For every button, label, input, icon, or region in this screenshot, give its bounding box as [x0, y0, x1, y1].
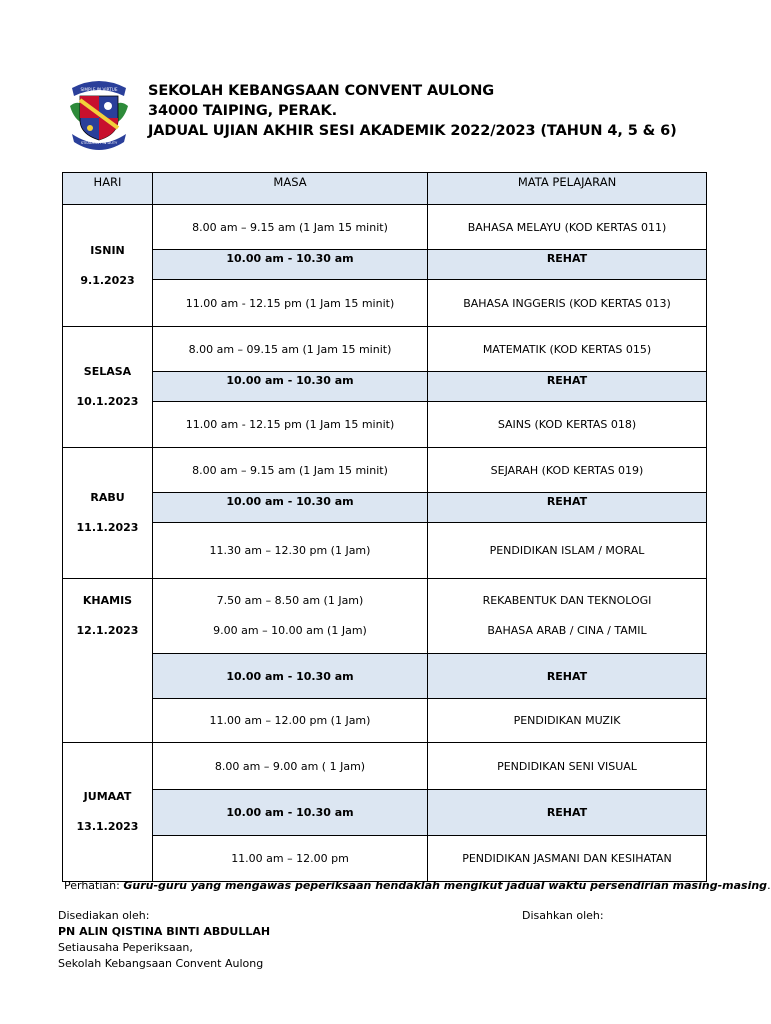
day-cell-khamis	[63, 579, 153, 743]
time-cell: 11.00 am - 12.15 pm (1 Jam 15 minit)	[153, 280, 428, 327]
time-cell: 10.00 am - 10.30 am	[153, 654, 428, 699]
time-cell: 11.30 am – 12.30 pm (1 Jam)	[153, 523, 428, 579]
subject-cell: MATEMATIK (KOD KERTAS 015)	[428, 327, 707, 372]
subject-cell	[428, 579, 707, 654]
table-row	[63, 280, 707, 327]
time-cell: 8.00 am – 9.15 am (1 Jam 15 minit)	[153, 205, 428, 250]
day-date: 9.1.2023	[80, 273, 135, 287]
time-cell: 10.00 am - 10.30 am	[153, 493, 428, 523]
subject-cell: SAINS (KOD KERTAS 018)	[428, 402, 707, 448]
subject-cell: PENDIDIKAN JASMANI DAN KESIHATAN	[428, 836, 707, 882]
table-row	[63, 402, 707, 448]
day-name: KHAMIS	[82, 594, 133, 607]
day-name: JUMAAT	[83, 790, 132, 803]
document-header	[148, 81, 677, 141]
time-cell: 10.00 am - 10.30 am	[153, 372, 428, 402]
crest-bottom-ribbon-text: STEADFAST IN DUTY	[80, 141, 118, 145]
approved-by-block	[522, 908, 604, 924]
subject-cell: SEJARAH (KOD KERTAS 019)	[428, 448, 707, 493]
note-label: Perhatian:	[64, 879, 124, 892]
subject-cell: REHAT	[428, 654, 707, 699]
table-row-rehat	[63, 493, 707, 523]
subject-cell: PENDIDIKAN MUZIK	[428, 699, 707, 743]
subject-cell: REHAT	[428, 493, 707, 523]
column-header-masa: MASA	[153, 173, 428, 205]
note-end: .	[767, 879, 771, 892]
prepared-role: Setiausaha Peperiksaan,	[58, 941, 193, 954]
note-perhatian	[64, 879, 771, 892]
day-name: RABU	[90, 491, 125, 504]
table-row	[63, 448, 707, 493]
table-header-row	[63, 173, 707, 205]
time-cell: 11.00 am – 12.00 pm	[153, 836, 428, 882]
table-row	[63, 836, 707, 882]
subject-line-2: BAHASA ARAB / CINA / TAMIL	[487, 624, 647, 637]
table-row-rehat	[63, 654, 707, 699]
prepared-by-block	[58, 908, 270, 972]
day-name: SELASA	[83, 365, 132, 378]
subject-cell: BAHASA MELAYU (KOD KERTAS 011)	[428, 205, 707, 250]
time-cell: 11.00 am – 12.00 pm (1 Jam)	[153, 699, 428, 743]
table-row	[63, 327, 707, 372]
table-row	[63, 523, 707, 579]
day-date: 13.1.2023	[76, 820, 139, 833]
column-header-mata-pelajaran: MATA PELAJARAN	[428, 173, 707, 205]
day-date: 12.1.2023	[76, 624, 139, 637]
time-cell	[153, 579, 428, 654]
table-row-rehat	[63, 372, 707, 402]
day-cell-rabu	[63, 448, 153, 579]
subject-cell: REHAT	[428, 790, 707, 836]
prepared-name: PN ALIN QISTINA BINTI ABDULLAH	[58, 925, 271, 938]
school-name: SEKOLAH KEBANGSAAN CONVENT AULONG	[148, 83, 495, 99]
prepared-school: Sekolah Kebangsaan Convent Aulong	[58, 957, 264, 970]
table-row-rehat	[63, 790, 707, 836]
day-name: ISNIN	[90, 243, 125, 257]
approved-label: Disahkan oleh:	[522, 909, 604, 922]
table-row	[63, 205, 707, 250]
note-text: Guru-guru yang mengawas peperiksaan hendaklah mengikut jadual waktu persendirian masing-masing	[123, 879, 768, 892]
subject-cell: REHAT	[428, 372, 707, 402]
time-line-1: 7.50 am – 8.50 am (1 Jam)	[216, 594, 364, 607]
table-row-rehat	[63, 250, 707, 280]
day-date: 10.1.2023	[76, 395, 139, 408]
time-cell: 8.00 am – 9.00 am ( 1 Jam)	[153, 743, 428, 790]
table-row	[63, 699, 707, 743]
document-title: JADUAL UJIAN AKHIR SESI AKADEMIK 2022/2023 (TAHUN 4, 5 & 6)	[148, 123, 677, 139]
time-line-2: 9.00 am – 10.00 am (1 Jam)	[213, 624, 367, 637]
subject-cell: PENDIDIKAN ISLAM / MORAL	[428, 523, 707, 579]
time-cell: 10.00 am - 10.30 am	[153, 250, 428, 280]
day-date: 11.1.2023	[76, 521, 139, 534]
school-address: 34000 TAIPING, PERAK.	[148, 103, 338, 119]
crest-top-ribbon-text: SIMPLE IN VIRTUE	[80, 87, 118, 92]
subject-cell: PENDIDIKAN SENI VISUAL	[428, 743, 707, 790]
prepared-label: Disediakan oleh:	[58, 909, 150, 922]
column-header-hari: HARI	[63, 173, 153, 205]
day-cell-jumaat	[63, 743, 153, 882]
time-cell: 11.00 am - 12.15 pm (1 Jam 15 minit)	[153, 402, 428, 448]
table-row	[63, 579, 707, 654]
exam-schedule-table	[62, 172, 707, 882]
time-cell: 10.00 am - 10.30 am	[153, 790, 428, 836]
school-crest-logo	[66, 76, 132, 150]
subject-line-1: REKABENTUK DAN TEKNOLOGI	[482, 594, 652, 607]
day-cell-isnin	[63, 205, 153, 327]
time-cell: 8.00 am – 09.15 am (1 Jam 15 minit)	[153, 327, 428, 372]
table-row	[63, 743, 707, 790]
subject-cell: BAHASA INGGERIS (KOD KERTAS 013)	[428, 280, 707, 327]
day-cell-selasa	[63, 327, 153, 448]
time-cell: 8.00 am – 9.15 am (1 Jam 15 minit)	[153, 448, 428, 493]
subject-cell: REHAT	[428, 250, 707, 280]
